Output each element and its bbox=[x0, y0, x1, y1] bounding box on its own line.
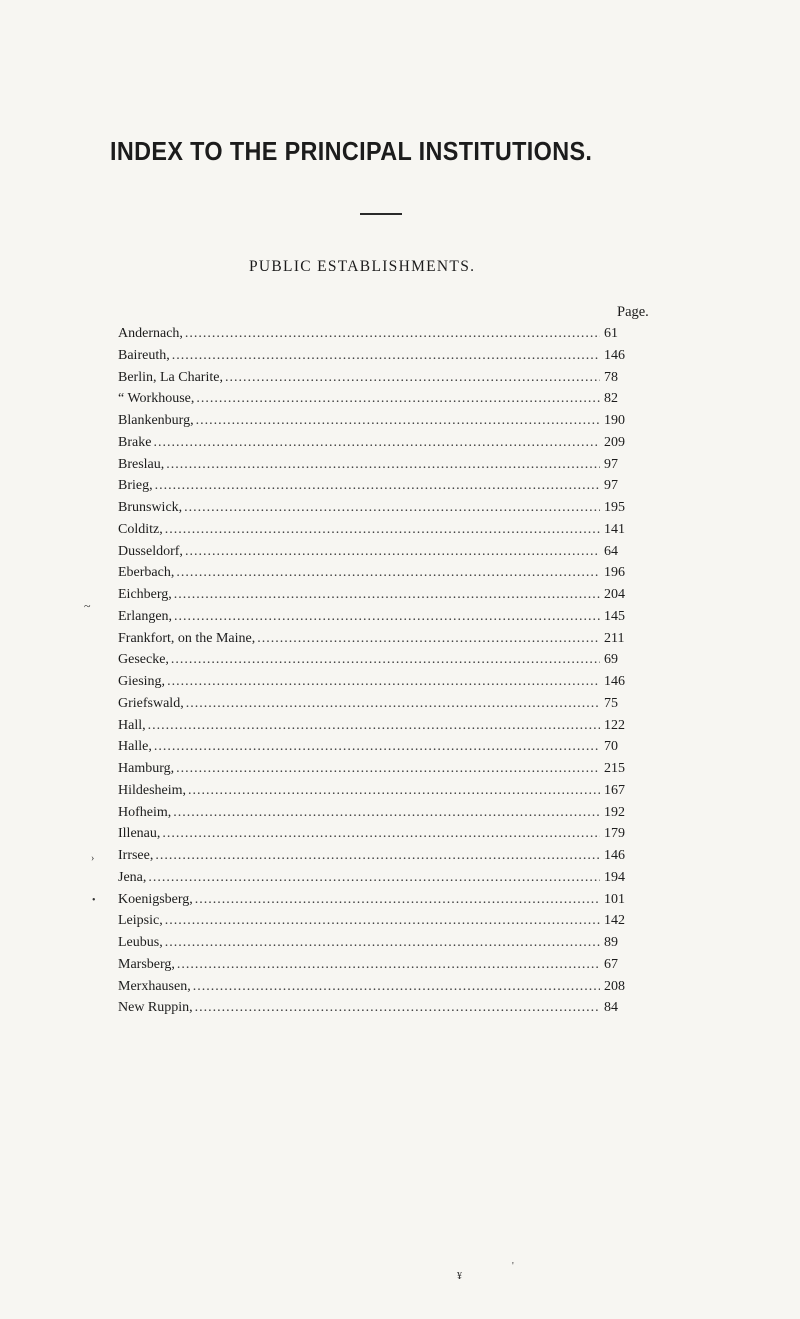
entry-name: Erlangen, bbox=[118, 608, 173, 624]
dot-leader bbox=[177, 954, 600, 976]
entry-name: Andernach, bbox=[118, 326, 183, 341]
dot-leader bbox=[176, 562, 600, 584]
margin-tick-mark: › bbox=[91, 853, 95, 864]
index-entry bbox=[118, 758, 634, 780]
entry-name: Frankfort, on the Maine, bbox=[118, 630, 256, 646]
entry-name: Brake bbox=[118, 434, 152, 450]
index-entry bbox=[118, 345, 634, 367]
index-entry bbox=[118, 693, 634, 715]
entry-name: Irrsee, bbox=[118, 848, 154, 863]
dot-leader bbox=[173, 802, 600, 824]
entry-page-number: 142 bbox=[604, 913, 625, 929]
dot-leader bbox=[184, 497, 600, 519]
entry-name: Colditz, bbox=[118, 521, 163, 537]
entry-name: Eberbach, bbox=[118, 565, 175, 581]
entry-page-number: 195 bbox=[604, 500, 625, 515]
index-entry bbox=[118, 432, 634, 454]
dot-leader bbox=[148, 715, 600, 737]
dot-leader bbox=[225, 367, 600, 389]
index-entry bbox=[118, 562, 634, 584]
dot-leader bbox=[186, 693, 600, 715]
entry-page-number: 67 bbox=[604, 956, 618, 972]
dot-leader bbox=[155, 475, 600, 497]
entry-name: Berlin, La Charite, bbox=[118, 369, 223, 385]
entry-page-number: 61 bbox=[604, 326, 618, 341]
dot-leader bbox=[174, 606, 600, 628]
index-entry bbox=[118, 715, 634, 737]
dot-leader bbox=[153, 432, 600, 454]
page-column-label: Page. bbox=[617, 304, 649, 320]
entry-page-number: 69 bbox=[604, 652, 618, 668]
entry-name: Hildesheim, bbox=[118, 782, 187, 798]
entry-name: New Ruppin, bbox=[118, 1000, 193, 1016]
entry-name: Leipsic, bbox=[118, 913, 163, 929]
dot-leader bbox=[193, 976, 600, 998]
entry-page-number: 97 bbox=[604, 478, 618, 494]
dot-leader bbox=[166, 454, 600, 476]
dot-leader bbox=[165, 910, 600, 932]
dot-leader bbox=[167, 671, 600, 693]
index-entry bbox=[118, 780, 634, 802]
dot-leader bbox=[188, 780, 600, 802]
entry-page-number: 179 bbox=[604, 826, 625, 842]
entry-name: Gesecke, bbox=[118, 652, 169, 668]
entry-page-number: 122 bbox=[604, 717, 625, 733]
dot-leader bbox=[195, 997, 600, 1019]
entry-name: Hall, bbox=[118, 717, 146, 733]
entry-name: Brunswick, bbox=[118, 500, 183, 515]
entry-page-number: 192 bbox=[604, 804, 625, 820]
margin-bullet-mark: • bbox=[92, 895, 96, 906]
section-heading: PUBLIC ESTABLISHMENTS. bbox=[249, 258, 476, 275]
bottom-stray-mark: ' bbox=[512, 1261, 514, 1272]
index-entry bbox=[118, 649, 634, 671]
entry-page-number: 146 bbox=[604, 848, 625, 863]
entry-page-number: 64 bbox=[604, 543, 618, 559]
entry-name: Blankenburg, bbox=[118, 413, 194, 428]
index-entry bbox=[118, 584, 634, 606]
entry-page-number: 145 bbox=[604, 608, 625, 624]
entry-name: Leubus, bbox=[118, 935, 163, 950]
entry-name: “ Workhouse, bbox=[118, 391, 195, 407]
dot-leader bbox=[174, 584, 600, 606]
index-entry bbox=[118, 497, 634, 519]
index-entry bbox=[118, 736, 634, 758]
entry-name: Merxhausen, bbox=[118, 978, 191, 994]
index-entry bbox=[118, 889, 634, 911]
dot-leader bbox=[257, 628, 600, 650]
index-entry bbox=[118, 823, 634, 845]
index-entry bbox=[118, 910, 634, 932]
entry-name: Jena, bbox=[118, 869, 147, 885]
dot-leader bbox=[165, 932, 600, 954]
entry-page-number: 141 bbox=[604, 521, 625, 537]
index-entry bbox=[118, 541, 634, 563]
entry-name: Halle, bbox=[118, 739, 152, 755]
entry-page-number: 167 bbox=[604, 782, 625, 798]
index-entry bbox=[118, 802, 634, 824]
entry-name: Breslau, bbox=[118, 456, 165, 472]
page-title: INDEX TO THE PRINCIPAL INSTITUTIONS. bbox=[110, 136, 593, 166]
index-entry bbox=[118, 867, 634, 889]
entry-name: Griefswald, bbox=[118, 695, 184, 711]
entry-name: Koenigsberg, bbox=[118, 891, 193, 907]
index-entry bbox=[118, 628, 634, 650]
entry-name: Illenau, bbox=[118, 826, 161, 842]
entry-name: Brieg, bbox=[118, 478, 153, 494]
entry-page-number: 101 bbox=[604, 891, 625, 907]
dot-leader bbox=[154, 736, 600, 758]
entry-name: Hamburg, bbox=[118, 761, 175, 776]
title-divider bbox=[360, 213, 402, 215]
entry-page-number: 204 bbox=[604, 587, 625, 602]
index-entry bbox=[118, 519, 634, 541]
dot-leader bbox=[196, 410, 600, 432]
entry-page-number: 208 bbox=[604, 978, 625, 994]
index-entry bbox=[118, 845, 634, 867]
entry-page-number: 215 bbox=[604, 761, 625, 776]
entry-page-number: 211 bbox=[604, 630, 625, 646]
entry-page-number: 190 bbox=[604, 413, 625, 428]
entry-page-number: 89 bbox=[604, 935, 618, 950]
entry-name: Marsberg, bbox=[118, 956, 175, 972]
entry-page-number: 146 bbox=[604, 347, 625, 363]
entry-page-number: 209 bbox=[604, 434, 625, 450]
index-entry bbox=[118, 454, 634, 476]
index-list bbox=[118, 323, 634, 1019]
entry-page-number: 78 bbox=[604, 369, 618, 385]
entry-page-number: 194 bbox=[604, 869, 625, 885]
dot-leader bbox=[195, 889, 600, 911]
dot-leader bbox=[196, 388, 600, 410]
index-entry bbox=[118, 954, 634, 976]
index-entry bbox=[118, 997, 634, 1019]
entry-name: Baireuth, bbox=[118, 347, 170, 363]
dot-leader bbox=[185, 541, 600, 563]
entry-page-number: 82 bbox=[604, 391, 618, 407]
dot-leader bbox=[171, 649, 600, 671]
entry-page-number: 75 bbox=[604, 695, 618, 711]
index-entry bbox=[118, 323, 634, 345]
index-entry bbox=[118, 410, 634, 432]
dot-leader bbox=[185, 323, 600, 345]
index-entry bbox=[118, 671, 634, 693]
margin-tilde-mark: ~ bbox=[84, 599, 91, 613]
entry-page-number: 196 bbox=[604, 565, 625, 581]
entry-name: Dusseldorf, bbox=[118, 543, 183, 559]
entry-page-number: 84 bbox=[604, 1000, 618, 1016]
dot-leader bbox=[176, 758, 600, 780]
entry-page-number: 97 bbox=[604, 456, 618, 472]
bottom-stray-mark: ¥ bbox=[457, 1271, 462, 1282]
index-entry bbox=[118, 367, 634, 389]
entry-name: Hofheim, bbox=[118, 804, 172, 820]
index-entry bbox=[118, 388, 634, 410]
index-entry bbox=[118, 932, 634, 954]
entry-page-number: 146 bbox=[604, 674, 625, 689]
dot-leader bbox=[148, 867, 600, 889]
index-entry bbox=[118, 475, 634, 497]
dot-leader bbox=[165, 519, 600, 541]
dot-leader bbox=[162, 823, 600, 845]
entry-name: Eichberg, bbox=[118, 587, 172, 602]
dot-leader bbox=[155, 845, 600, 867]
entry-name: Giesing, bbox=[118, 674, 166, 689]
index-entry bbox=[118, 976, 634, 998]
index-entry bbox=[118, 606, 634, 628]
entry-page-number: 70 bbox=[604, 739, 618, 755]
dot-leader bbox=[172, 345, 600, 367]
